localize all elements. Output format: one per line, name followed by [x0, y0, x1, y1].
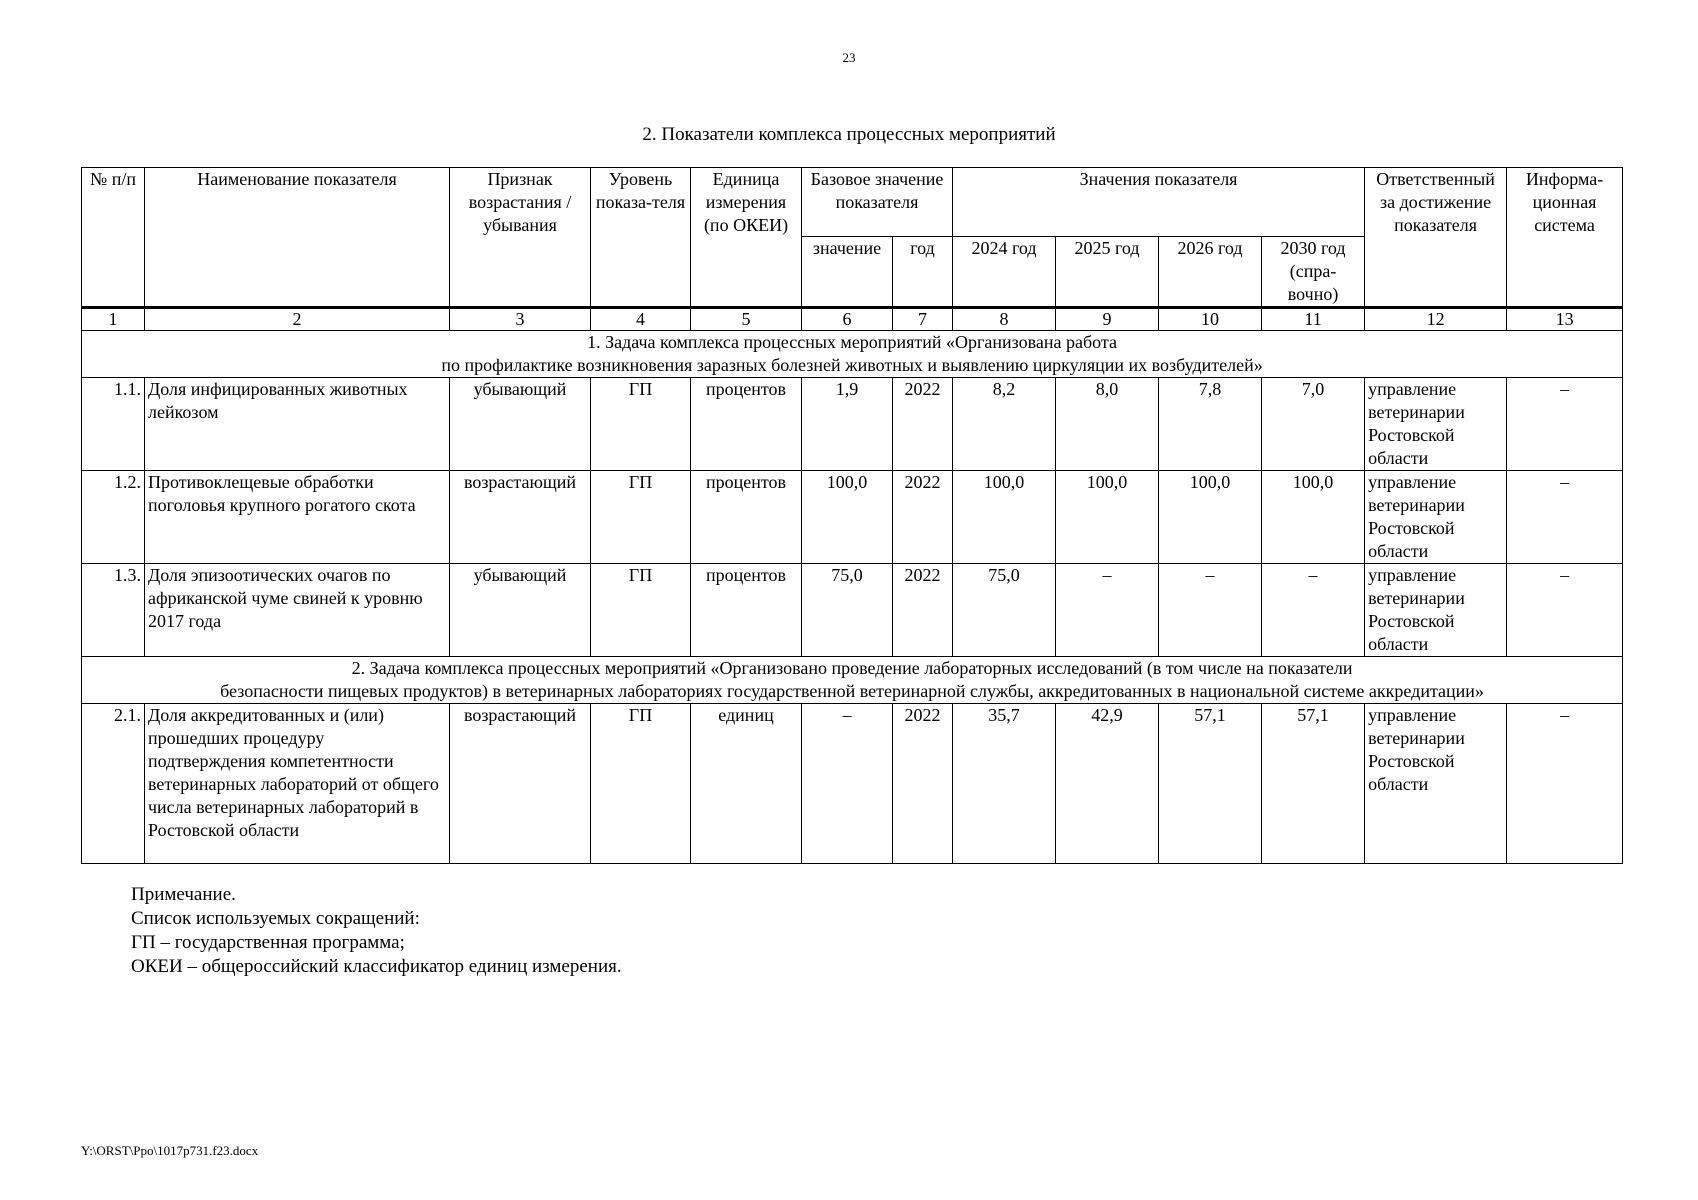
column-number: 11 — [1262, 308, 1365, 331]
column-number: 4 — [591, 308, 691, 331]
header-base-year: год — [893, 237, 953, 308]
row-base-value: 1,9 — [802, 378, 893, 471]
row-trend: возрастающий — [450, 471, 591, 564]
column-number: 10 — [1159, 308, 1262, 331]
row-unit: процентов — [691, 564, 802, 657]
row-name: Противоклещевые обработки поголовья крупного рогатого скота — [145, 471, 450, 564]
row-responsible: управление ветеринарии Ростовской области — [1365, 471, 1507, 564]
header-responsible: Ответственный за достижение показателя — [1365, 168, 1507, 308]
row-value-2025: 100,0 — [1056, 471, 1159, 564]
task-1-heading — [82, 331, 1623, 378]
row-responsible: управление ветеринарии Ростовской области — [1365, 704, 1507, 864]
row-value-2024: 8,2 — [953, 378, 1056, 471]
header-infosystem: Информа-ционная система — [1507, 168, 1623, 308]
row-infosystem: – — [1507, 704, 1623, 864]
column-number: 7 — [893, 308, 953, 331]
column-numbers-row — [82, 308, 1623, 331]
task-2-line-1: 2. Задача комплекса процессных мероприятий «Организовано проведение лабораторных исследований (в том числе на показатели — [351, 658, 1353, 678]
row-value-2030: 100,0 — [1262, 471, 1365, 564]
column-number: 1 — [82, 308, 145, 331]
notes-block — [131, 883, 622, 979]
notes-abbreviation-okei: ОКЕИ – общероссийский классификатор единиц измерения. — [131, 956, 622, 977]
header-base: Базовое значение показателя — [802, 168, 953, 237]
task-1-line-1: 1. Задача комплекса процессных мероприятий «Организована работа — [587, 332, 1117, 352]
table-row — [82, 704, 1623, 864]
row-num: 1.1. — [82, 378, 145, 471]
row-base-year: 2022 — [893, 704, 953, 864]
row-level: ГП — [591, 564, 691, 657]
row-value-2026: 7,8 — [1159, 378, 1262, 471]
header-year-2025: 2025 год — [1056, 237, 1159, 308]
header-name: Наименование показателя — [145, 168, 450, 308]
header-year-2026: 2026 год — [1159, 237, 1262, 308]
row-trend: убывающий — [450, 378, 591, 471]
row-name: Доля инфицированных животных лейкозом — [145, 378, 450, 471]
row-value-2030: – — [1262, 564, 1365, 657]
file-path: Y:\ORST\Ppo\1017p731.f23.docx — [81, 1143, 259, 1158]
row-value-2026: – — [1159, 564, 1262, 657]
row-value-2025: 42,9 — [1056, 704, 1159, 864]
table-row — [82, 378, 1623, 471]
row-value-2026: 57,1 — [1159, 704, 1262, 864]
task-2-line-2: безопасности пищевых продуктов) в ветеринарных лабораториях государственной ветеринарной службы, аккредитованных в национальной системе аккредитации» — [220, 681, 1484, 701]
row-infosystem: – — [1507, 378, 1623, 471]
row-value-2025: – — [1056, 564, 1159, 657]
row-trend: возрастающий — [450, 704, 591, 864]
row-value-2026: 100,0 — [1159, 471, 1262, 564]
header-trend: Признак возрастания / убывания — [450, 168, 591, 308]
notes-abbreviations-title: Список используемых сокращений: — [131, 908, 420, 929]
table-row — [82, 471, 1623, 564]
header-unit: Единица измерения (по ОКЕИ) — [691, 168, 802, 308]
header-year-2024: 2024 год — [953, 237, 1056, 308]
task-1-line-2: по профилактике возникновения заразных болезней животных и выявлению циркуляции их возбудителей» — [441, 355, 1263, 375]
row-name: Доля эпизоотических очагов по африканской чуме свиней к уровню 2017 года — [145, 564, 450, 657]
indicators-table — [81, 167, 1623, 864]
row-unit: процентов — [691, 378, 802, 471]
column-number: 9 — [1056, 308, 1159, 331]
column-number: 8 — [953, 308, 1056, 331]
row-base-year: 2022 — [893, 564, 953, 657]
row-value-2025: 8,0 — [1056, 378, 1159, 471]
row-value-2024: 35,7 — [953, 704, 1056, 864]
row-base-value: – — [802, 704, 893, 864]
row-base-year: 2022 — [893, 378, 953, 471]
row-num: 1.3. — [82, 564, 145, 657]
row-base-value: 100,0 — [802, 471, 893, 564]
column-number: 3 — [450, 308, 591, 331]
row-name: Доля аккредитованных и (или) прошедших процедуру подтверждения компетентности ветеринарных лабораторий от общего числа ветеринарных лабораторий в Ростовской области — [145, 704, 450, 864]
header-year-2030: 2030 год (спра-вочно) — [1262, 237, 1365, 308]
row-infosystem: – — [1507, 471, 1623, 564]
row-num: 1.2. — [82, 471, 145, 564]
row-base-year: 2022 — [893, 471, 953, 564]
row-unit: процентов — [691, 471, 802, 564]
row-value-2024: 75,0 — [953, 564, 1056, 657]
row-value-2024: 100,0 — [953, 471, 1056, 564]
row-num: 2.1. — [82, 704, 145, 864]
row-infosystem: – — [1507, 564, 1623, 657]
row-level: ГП — [591, 704, 691, 864]
header-level: Уровень показа-теля — [591, 168, 691, 308]
header-values: Значения показателя — [953, 168, 1365, 237]
row-responsible: управление ветеринарии Ростовской области — [1365, 378, 1507, 471]
page-number: 23 — [842, 50, 856, 65]
section-title: 2. Показатели комплекса процессных мероприятий — [642, 124, 1056, 145]
row-level: ГП — [591, 471, 691, 564]
header-base-value: значение — [802, 237, 893, 308]
header-num: № п/п — [82, 168, 145, 308]
row-value-2030: 57,1 — [1262, 704, 1365, 864]
column-number: 2 — [145, 308, 450, 331]
notes-heading: Примечание. — [131, 884, 236, 905]
notes-abbreviation-gp: ГП – государственная программа; — [131, 932, 405, 953]
row-base-value: 75,0 — [802, 564, 893, 657]
row-unit: единиц — [691, 704, 802, 864]
column-number: 6 — [802, 308, 893, 331]
row-trend: убывающий — [450, 564, 591, 657]
table-row — [82, 564, 1623, 657]
task-2-heading — [82, 657, 1623, 704]
column-number: 13 — [1507, 308, 1623, 331]
row-responsible: управление ветеринарии Ростовской области — [1365, 564, 1507, 657]
column-number: 12 — [1365, 308, 1507, 331]
row-level: ГП — [591, 378, 691, 471]
column-number: 5 — [691, 308, 802, 331]
row-value-2030: 7,0 — [1262, 378, 1365, 471]
